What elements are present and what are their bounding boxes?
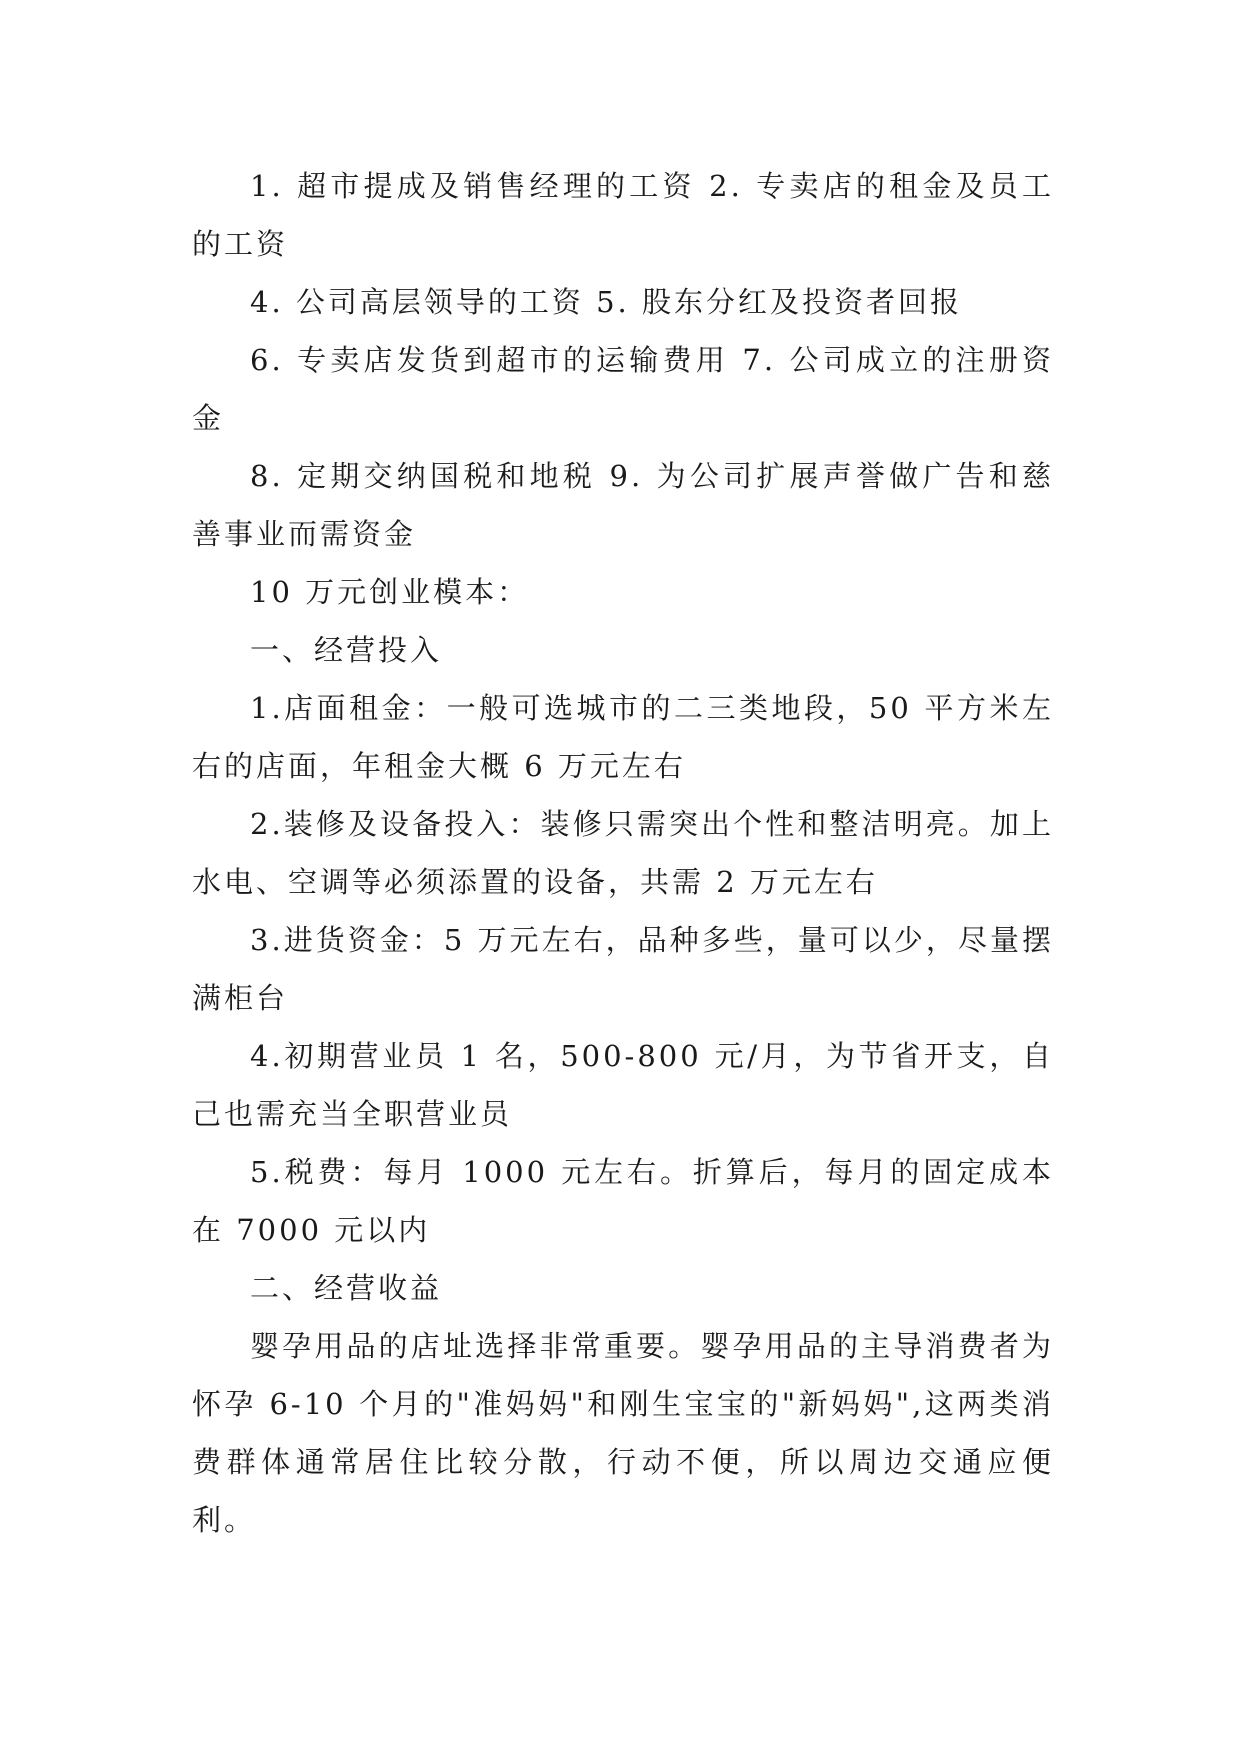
- paragraph-tax: 5.税费：每月 1000 元左右。折算后，每月的固定成本在 7000 元以内: [192, 1155, 1054, 1247]
- paragraph-rent: 1.店面租金：一般可选城市的二三类地段，50 平方米左右的店面，年租金大概 6 万元左右: [192, 691, 1054, 783]
- document-body: [192, 157, 1054, 1549]
- paragraph-stock: 3.进货资金：5 万元左右，品种多些，量可以少，尽量摆满柜台: [192, 923, 1054, 1015]
- section-heading-investment: 一、经营投入: [250, 633, 443, 667]
- paragraph-renovation: 2.装修及设备投入：装修只需突出个性和整洁明亮。加上水电、空调等必须添置的设备，共需 2 万元左右: [192, 807, 1054, 899]
- paragraph-cost-items-4: 8. 定期交纳国税和地税 9. 为公司扩展声誉做广告和慈善事业而需资金: [192, 459, 1054, 551]
- paragraph-cost-items-1: 1. 超市提成及销售经理的工资 2. 专卖店的租金及员工的工资: [192, 169, 1054, 261]
- paragraph-model-title: 10 万元创业模本：: [250, 575, 530, 609]
- paragraph-staff: 4.初期营业员 1 名，500-800 元/月，为节省开支，自己也需充当全职营业员: [192, 1039, 1054, 1131]
- section-heading-revenue: 二、经营收益: [250, 1271, 443, 1305]
- paragraph-cost-items-2: 4. 公司高层领导的工资 5. 股东分红及投资者回报: [250, 285, 962, 319]
- paragraph-cost-items-3: 6. 专卖店发货到超市的运输费用 7. 公司成立的注册资金: [192, 343, 1054, 435]
- paragraph-location: 婴孕用品的店址选择非常重要。婴孕用品的主导消费者为怀孕 6-10 个月的"准妈妈"和刚生宝宝的"新妈妈",这两类消费群体通常居住比较分散，行动不便，所以周边交通应便利。: [192, 1329, 1054, 1537]
